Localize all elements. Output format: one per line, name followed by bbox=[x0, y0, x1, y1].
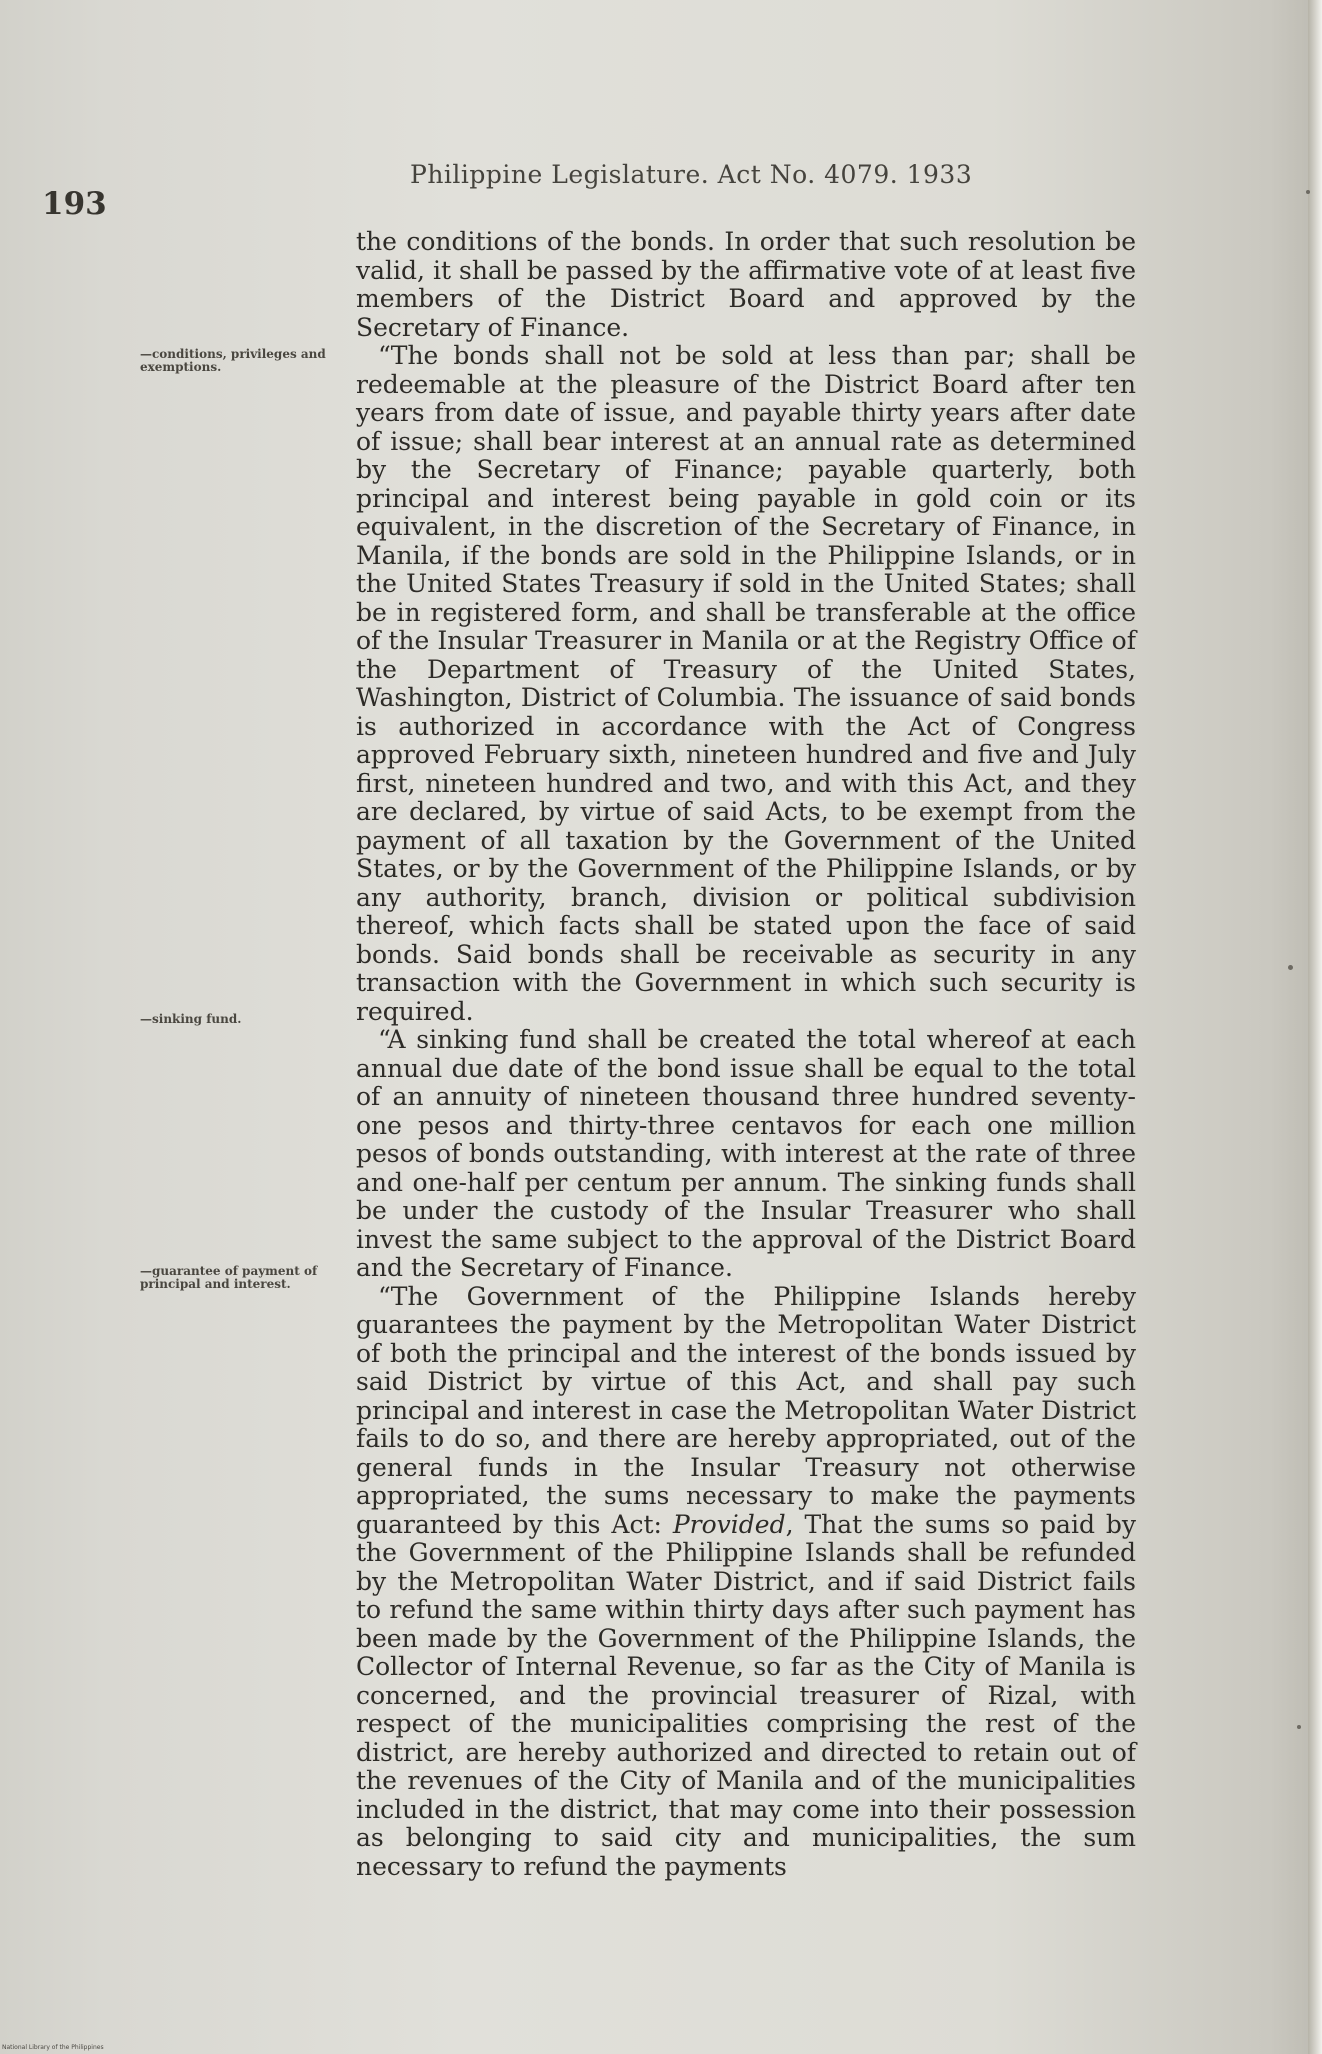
marginal-note-guarantee: —guarantee of payment of principal and interest. bbox=[140, 1264, 318, 1291]
guarantee-text-end: , That the sums so paid by the Government of the Philippine Islands shall be refunded by the Metropolitan Water District, and if said District fails to refund the same within thirty days after such payment has been made by the Government of the Philippine Islands, the Collector of Internal Revenue, so far as the City of Manila is concerned, and the provincial treasurer of Rizal, with respect of the municipalities comprising the rest of the district, are hereby authorized and directed to retain out of the revenues of the City of Manila and of the municipalities included in the district, that may come into their possession as belonging to said city and municipalities, the sum necessary to refund the payments bbox=[356, 1509, 1136, 1881]
provided-italic: Provided bbox=[672, 1509, 786, 1539]
footer-watermark: National Library of the Philippines bbox=[2, 2044, 104, 2051]
running-head: Philippine Legislature. Act No. 4079. 1933 bbox=[410, 160, 973, 189]
scan-speck bbox=[1288, 965, 1293, 970]
paragraph-guarantee bbox=[356, 1283, 1136, 1882]
body-text bbox=[356, 228, 1136, 1881]
guarantee-text-start: “The Government of the Philippine Islands hereby guarantees the payment by the Metropolitan Water District of both the principal and the interest of the bonds issued by said District by virtue of this Act, and shall pay such principal and interest in case the Metropolitan Water District fails to do so, and there are hereby appropriated, out of the general funds in the Insular Treasury not otherwise appropriated, the sums necessary to make the payments guaranteed by this Act: bbox=[356, 1281, 1136, 1539]
marginal-note-conditions: —conditions, privileges and exemptions. bbox=[140, 347, 326, 374]
paragraph-conditions-resolution: the conditions of the bonds. In order that such resolution be valid, it shall be passed by the affirmative vote of at least five members of the District Board and approved by the Secretary of Finance. bbox=[356, 227, 1136, 342]
paragraph-bond-terms: “The bonds shall not be sold at less than par; shall be redeemable at the pleasure of the District Board after ten years from date of issue, and payable thirty years after date of issue; shall bear interest at an annual rate as determined by the Secretary of Finance; payable quarterly, both principal and interest being payable in gold coin or its equivalent, in the discretion of the Secretary of Finance, in Manila, if the bonds are sold in the Philippine Islands, or in the United States Treasury if sold in the United States; shall be in registered form, and shall be transferable at the office of the Insular Treasurer in Manila or at the Registry Office of the Department of Treasury of the United States, Washington, District of Columbia. The issuance of said bonds is authorized in accordance with the Act of Congress approved February sixth, nineteen hundred and five and July first, nineteen hundred and two, and with this Act, and they are declared, by virtue of said Acts, to be exempt from the payment of all taxation by the Government of the United States, or by the Government of the Philippine Islands, or by any authority, branch, division or political subdivision thereof, which facts shall be stated upon the face of said bonds. Said bonds shall be receivable as security in any transaction with the Government in which such security is required. bbox=[356, 341, 1136, 1026]
marginal-note-sinking-fund: —sinking fund. bbox=[140, 1012, 242, 1026]
scan-speck bbox=[1306, 190, 1310, 194]
page-number: 193 bbox=[42, 186, 107, 222]
scan-speck bbox=[1297, 1725, 1301, 1729]
paragraph-sinking-fund: “A sinking fund shall be created the total whereof at each annual due date of the bond issue shall be equal to the total of an annuity of nineteen thousand three hundred seventy-one pesos and thirty-three centavos for each one million pesos of bonds outstanding, with interest at the rate of three and one-half per centum per annum. The sinking funds shall be under the custody of the Insular Treasurer who shall invest the same subject to the approval of the District Board and the Secretary of Finance. bbox=[356, 1025, 1136, 1282]
page-edge-shadow bbox=[1308, 0, 1322, 2054]
